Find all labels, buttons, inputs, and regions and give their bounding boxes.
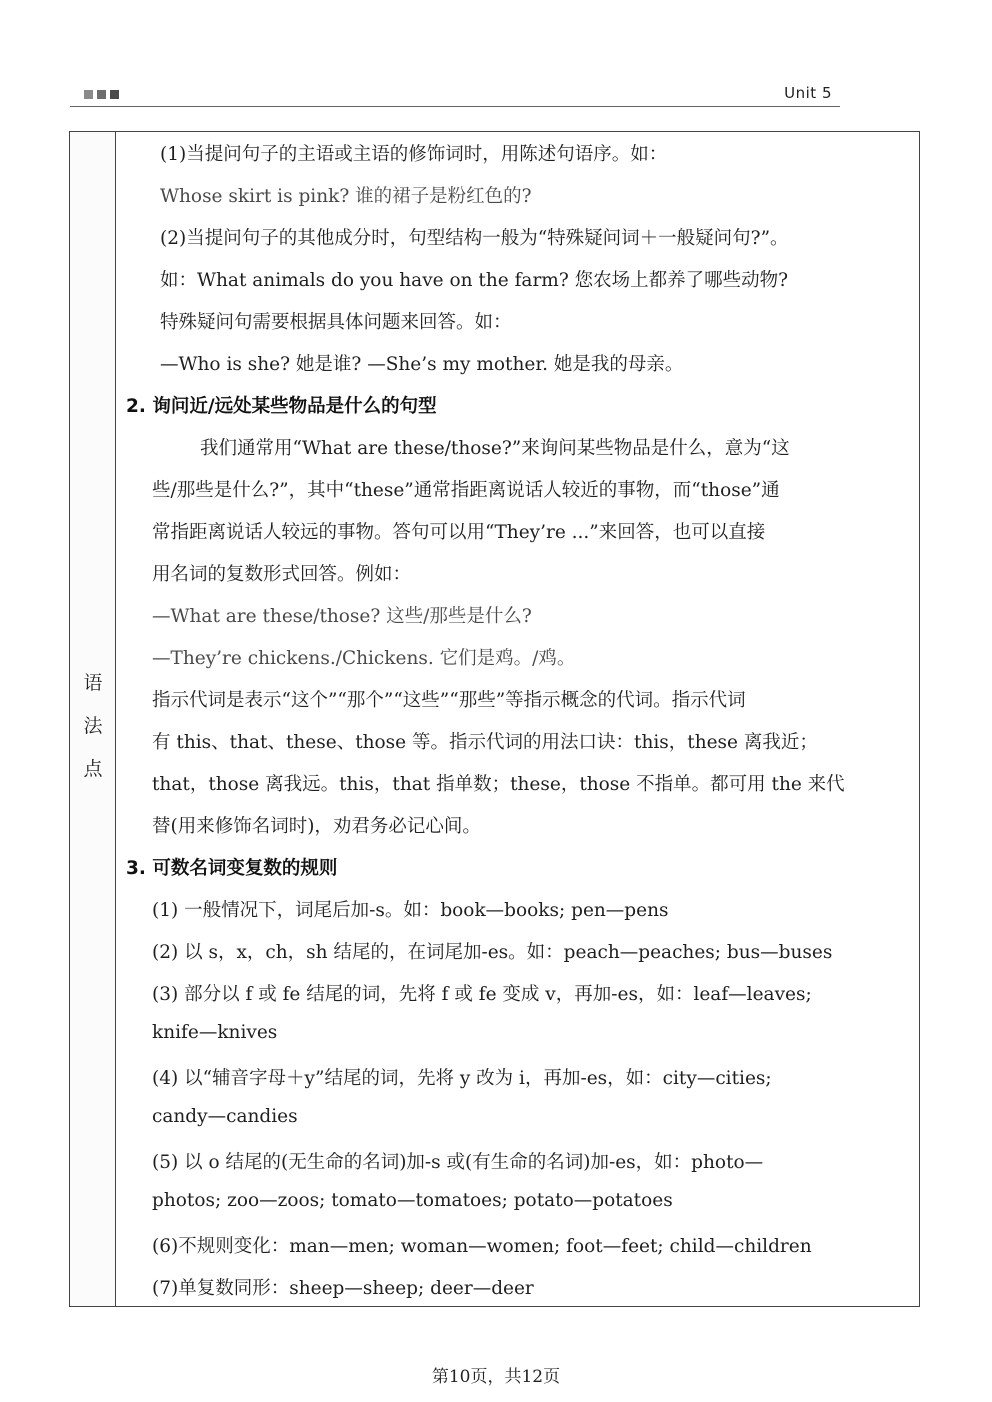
grammar-points-label [70,662,116,791]
rule-line: (7)单复数同形：sheep—sheep; deer—deer [152,1278,534,1299]
header-decoration [84,90,119,99]
text-line: 特殊疑问句需要根据具体问题来回答。如： [160,312,512,333]
page-number: 第10页，共12页 [431,1367,561,1387]
label-char: 法 [83,715,103,737]
example-line: —Who is she? 她是谁? —She’s my mother. 她是我的母亲。 [160,354,684,375]
text-line: 常指距离说话人较远的事物。答句可以用“They’re ...”来回答，也可以直接 [152,522,766,543]
text-line: 有 this、that、these、those 等。指示代词的用法口诀：this，these 离我近； [152,732,818,753]
label-char: 语 [83,672,103,694]
unit-label: Unit 5 [784,84,832,102]
content-cell [116,132,919,1306]
section-heading: 2. 询问近/远处某些物品是什么的句型 [126,396,437,417]
header-square [97,90,106,99]
example-line: —What are these/those? 这些/那些是什么? [152,606,532,627]
rule-line: candy—candies [152,1106,298,1127]
rule-line: (2) 以 s，x，ch，sh 结尾的，在词尾加-es。如：peach—peaches; bus—buses [152,942,833,963]
text-line: 指示代词是表示“这个”“那个”“这些”“那些”等指示概念的代词。指示代词 [152,690,746,711]
text-line: that，those 离我远。this，that 指单数；these，those 不指单。都可用 the 来代 [152,774,845,795]
text-line: 如：What animals do you have on the farm? 您农场上都养了哪些动物? [160,270,789,291]
rule-line: (3) 部分以 f 或 fe 结尾的词，先将 f 或 fe 变成 v，再加-es，如：leaf—leaves; [152,984,812,1005]
header-rule [70,106,840,107]
rule-line: (4) 以“辅音字母＋y”结尾的词，先将 y 改为 i，再加-es，如：city—cities; [152,1068,772,1089]
rule-line: photos; zoo—zoos; tomato—tomatoes; potato—potatoes [152,1190,673,1211]
text-line: 些/那些是什么?”，其中“these”通常指距离说话人较近的事物，而“those”通 [152,480,780,501]
text-line: 替(用来修饰名词时)，劝君务必记心间。 [152,816,481,837]
rule-line: (1) 一般情况下，词尾后加-s。如：book—books; pen—pens [152,900,669,921]
text-line: 我们通常用“What are these/those?”来询问某些物品是什么，意为“这 [200,438,790,459]
text-line: (2)当提问句子的其他成分时，句型结构一般为“特殊疑问词＋一般疑问句?”。 [160,228,789,249]
text-line: (1)当提问句子的主语或主语的修饰词时，用陈述句语序。如： [160,144,668,165]
text-line: 用名词的复数形式回答。例如： [152,564,412,585]
rule-line: (6)不规则变化：man—men; woman—women; foot—feet; child—children [152,1236,812,1257]
grammar-table [69,131,920,1307]
rule-line: knife—knives [152,1022,278,1043]
header-square [110,90,119,99]
label-column [70,132,116,1306]
section-heading: 3. 可数名词变复数的规则 [126,858,338,879]
example-line: —They’re chickens./Chickens. 它们是鸡。/鸡。 [152,648,576,669]
example-line: Whose skirt is pink? 谁的裙子是粉红色的? [160,186,532,207]
header-square [84,90,93,99]
rule-line: (5) 以 o 结尾的(无生命的名词)加-s 或(有生命的名词)加-es，如：photo— [152,1152,764,1173]
label-char: 点 [83,758,103,780]
